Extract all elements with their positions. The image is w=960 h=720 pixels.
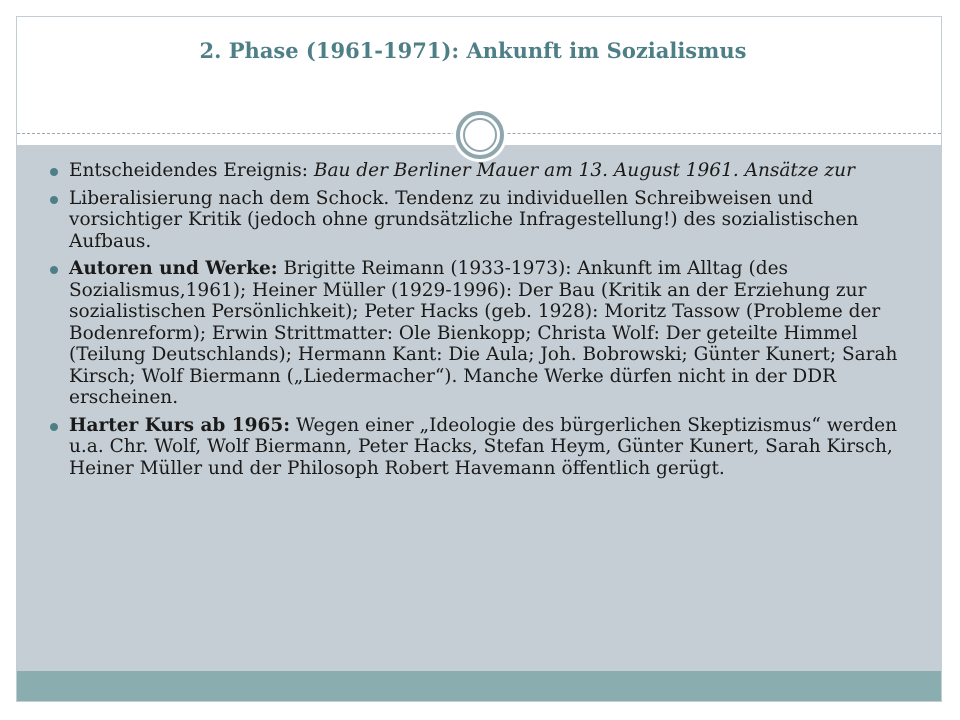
bullet-text-prefix: Entscheidendes Ereignis: (69, 160, 314, 181)
bullet-text: Brigitte Reimann (1933-1973): Ankunft im Alltag (des Sozialismus,1961); Heiner Müller (1929-1996): Der Bau (Kritik an der Erziehung zur sozialistischen Persönlichkeit); Peter Hacks (geb. 1928): Moritz Tassow (Probleme der Bodenreform); Erwin Strittmatter: Ole Bienkopp; Christa Wolf: Der geteilte Himmel (Teilung Deutschlands); Hermann Kant: Die Aula; Joh. Bobrowski; Günter Kunert; Sarah Kirsch; Wolf Biermann („Liedermacher“). Manche Werke dürfen nicht in der DDR erscheinen. (69, 258, 898, 408)
bullet-item (50, 188, 910, 253)
bullet-label: Autoren und Werke: (69, 258, 278, 279)
bullet-text: Wegen einer „Ideologie des bürgerlichen Skeptizismus“ werden u.a. Chr. Wolf, Wolf Biermann, Peter Hacks, Stefan Heym, Günter Kunert, Sarah Kirsch, Heiner Müller und der Philosoph Robert Havemann öffentlich gerügt. (69, 414, 898, 479)
bullet-list (50, 160, 910, 485)
slide-title: 2. Phase (1961-1971): Ankunft im Sozialismus (199, 38, 747, 63)
bullet-dot-icon (50, 196, 58, 204)
bullet-item (50, 415, 910, 480)
bullet-dot-icon (50, 266, 58, 274)
bullet-text-italic: Bau der Berliner Mauer am 13. August 1961. Ansätze zur (313, 160, 855, 181)
bullet-label: Harter Kurs ab 1965: (69, 414, 291, 436)
bullet-item (50, 160, 910, 182)
bullet-dot-icon (50, 168, 58, 176)
bullet-item (50, 258, 910, 409)
bullet-dot-icon (50, 423, 58, 431)
bullet-text: Liberalisierung nach dem Schock. Tendenz zu individuellen Schreibweisen und vorsichtiger Kritik (jedoch ohne grundsätzliche Infragestellung!) des sozialistischen Aufbaus. (69, 187, 859, 252)
ring-icon-inner (463, 118, 497, 152)
footer-bar (17, 671, 941, 701)
